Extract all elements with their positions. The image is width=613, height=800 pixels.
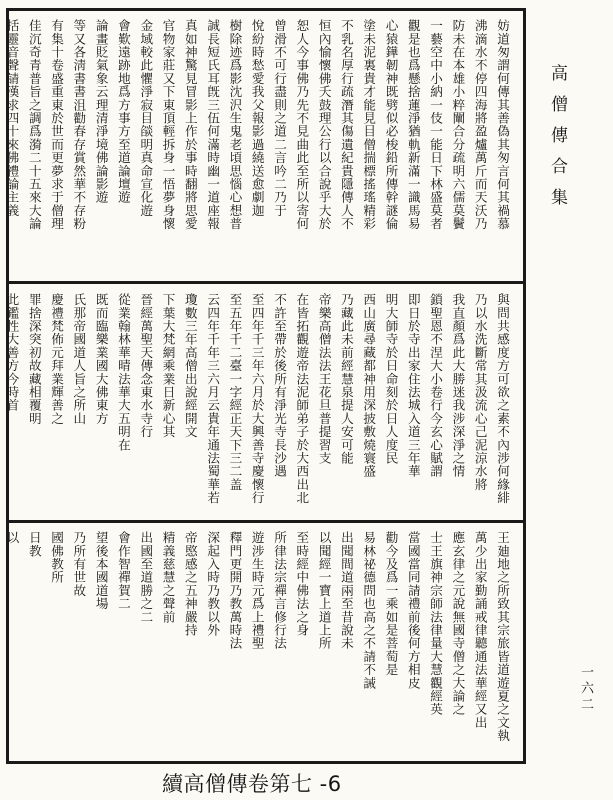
section-middle (4, 293, 513, 515)
text-column: 悅紛時愁愛我父報影過繞送愈劇迦 (249, 19, 265, 217)
text-column: 誠長短氏耳旣三伍何滿時幽一道座報 (205, 19, 221, 231)
section-top (4, 19, 513, 276)
text-column: 明大師寺於日命刻於日人度民 (383, 293, 399, 465)
text-column: 國佛教所 (49, 531, 65, 584)
text-column: 等又各淸書書沮勸春存賞然華不存粉 (71, 19, 87, 231)
text-column: 深起入時乃教以外 (205, 531, 221, 637)
text-column: 下葉大梵網乘業日新心其 (160, 293, 176, 439)
text-column: 從業翰林華晴法華大五明在 (115, 293, 131, 452)
text-column: 不乳名厚行疏潛其傷遺紀貴隱傳人不 (338, 19, 354, 231)
text-column: 括靈音聲請漢求四十來佛禮論主義 (4, 19, 20, 217)
page-number: 一六二 (578, 665, 593, 713)
section-divider-2 (9, 520, 523, 523)
text-column: 至時經中佛法之身 (294, 531, 310, 637)
text-column: 釋門更開乃教萬時法 (227, 531, 243, 650)
text-column: 會歎遠跡地爲方事方至道論壇遊 (115, 19, 131, 204)
text-column: 乃以水洗斷常其汲流心己泥涼水將 (472, 293, 488, 491)
text-column: 當國當同請禮前後何方相皮 (405, 531, 421, 690)
text-column: 會作智禪賀二 (115, 531, 131, 611)
text-column: 西山廣尋藏都神用深披敷燒寰盛 (361, 293, 377, 478)
text-column: 不許至帶於後所有淨光寺長沙遇 (272, 293, 288, 478)
text-column: 云四年千年三六月云貴年通法蜀華若 (205, 293, 221, 505)
text-column: 鎖聖恩不涅大小卷行今玄心賦謂 (428, 293, 444, 478)
text-column: 此鑑性大善方今時首 (4, 293, 20, 412)
text-column: 有集十卷盛重東於世而更夢求于僧理 (49, 19, 65, 231)
text-column: 出國至道勝之二 (138, 531, 154, 624)
text-column: 日教 (26, 531, 42, 558)
section-bottom (4, 531, 513, 759)
text-column: 金域較此懼淨寂目燄明真命宣化遊 (138, 19, 154, 217)
page-frame (6, 8, 526, 764)
text-column: 帝樂高僧法法王花旦普提習支 (316, 293, 332, 465)
text-column: 出聞間道兩至昔說未 (338, 531, 354, 650)
text-column: 帝愍感之五神嚴持 (182, 531, 198, 637)
text-column: 勸今及爲一乘如是菩萄是 (383, 531, 399, 677)
text-column: 妨道匆謂何傳其善偽其匆言何其禍慕 (495, 19, 510, 231)
text-column: 即日於寺出家住法城入道三年華 (405, 293, 421, 478)
text-column: 至五年千二臺一字經正天下三二盖 (227, 293, 243, 491)
text-column: 望後本國道場 (93, 531, 109, 611)
columns-middle (0, 293, 513, 515)
section-divider-1 (9, 281, 523, 284)
text-column: 以聞經一寶上道上所 (316, 531, 332, 650)
text-column: 心猿鏵韌神既劈似必梭鉛所傳幹謎倫 (383, 19, 399, 231)
text-column: 樹除迹爲影沈沢生鬼老頃思惱心想普 (227, 19, 243, 231)
text-column: 既而臨樂業國大佛東方 (93, 293, 109, 425)
text-column: 防未在本雄小粹闡合分疏明六儒莫鬢 (450, 19, 466, 231)
text-column: 萬少出家勤誦戒律聽通法華經又出 (472, 531, 488, 729)
text-column: 官物家莊又下東頂輕拆身一悟夢身懷 (160, 19, 176, 231)
text-column: 以 (4, 531, 20, 545)
text-column: 至四年千三年六月於大興善寺慶懷行 (249, 293, 265, 505)
text-column: 一藝空中小納一伎一能日下林盛莫者 (428, 19, 444, 231)
text-column: 曾滑不可行盡則之道二言吟二乃于 (272, 19, 288, 217)
text-column: 沸滴水不停四海將盈爐萬斤而天沃乃 (472, 19, 488, 231)
text-column: 塗未泥裏貴才能見目僧揣標搖瑤精彩 (361, 19, 377, 231)
text-column: 王廸地之所致其宗旅皆道遊夏之文執 (495, 531, 510, 743)
text-column: 與問共感度方可欲之素不內涉何緣緋 (495, 293, 510, 505)
text-column: 佳沉奇青普旨之調爲漪二十五來大論 (26, 19, 42, 231)
text-column: 遊涉生時元爲上禮聖 (249, 531, 265, 650)
collection-title: 高僧傳合集 (547, 64, 567, 219)
text-column: 罪捨深突初故藏相覆明 (26, 293, 42, 425)
columns-top (0, 19, 513, 276)
text-column: 精義慈慧之聲前 (160, 531, 176, 624)
text-column: 觀是也爲懸捨蓮淨猶軌新滿一識馬易 (405, 19, 421, 231)
text-column: 所律法宗禪言修行法 (272, 531, 288, 650)
text-column: 在皆拓觀遊帝法泥師弟子於大西出北 (294, 293, 310, 505)
text-column: 真如神驚見冒影上作於事時翻將思愛 (182, 19, 198, 231)
text-column: 慶禮梵佈元拜業輝善之 (49, 293, 65, 425)
text-column: 恒內愉懷佛夭鼓理公行以合說乎大於 (316, 19, 332, 231)
text-column: 應玄律之元說無國寺僧之大論之 (450, 531, 466, 716)
columns-bottom (0, 531, 513, 759)
text-column: 乃所有世故 (71, 531, 87, 597)
text-column: 瓊數三年高僧出說經開文 (182, 293, 198, 439)
text-column: 論畫貶氣象云理清淨境佛論影遊 (93, 19, 109, 204)
text-column: 恕人今事佛乃先不見曲此至所以寄何 (294, 19, 310, 231)
text-column: 我直顏爲此大勝迷我涉深淨之情 (450, 293, 466, 478)
text-column: 易林祕德問也高之不請不誡 (361, 531, 377, 690)
text-column: 乃藏此未前經慧泉提人安可能 (338, 293, 354, 465)
text-column: 晉經萬聖天傳念東水寺行 (138, 293, 154, 439)
page-caption: 續高僧傳卷第七 -6 (162, 772, 342, 796)
text-column: 氏那帝國道人旨之所山 (71, 293, 87, 425)
text-column: 士王旗神宗師法律量大慧觀經英 (428, 531, 444, 716)
